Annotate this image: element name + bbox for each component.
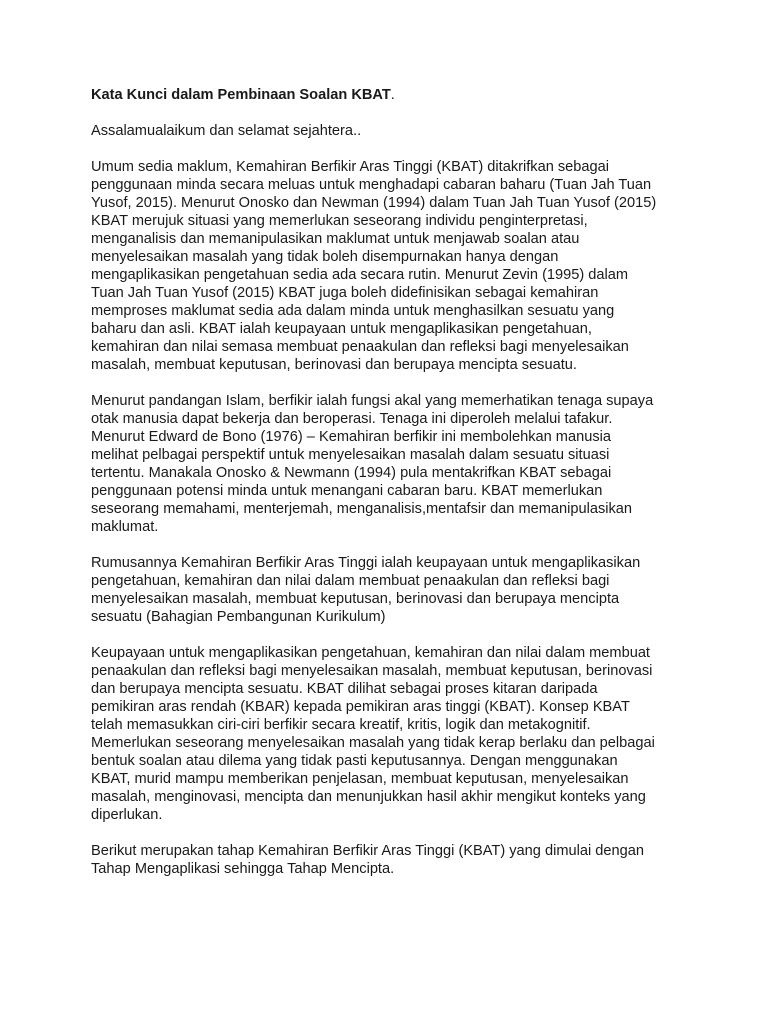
- paragraph-line: menyelesaikan masalah yang tidak boleh disempurnakan hanya dengan: [91, 249, 559, 265]
- paragraph-line: bentuk soalan atau dilema yang tidak pasti keputusannya. Dengan menggunakan: [91, 753, 618, 769]
- paragraph-line: Memerlukan seseorang menyelesaikan masalah yang tidak kerap berlaku dan pelbagai: [91, 735, 655, 751]
- paragraph-line: Tahap Mengaplikasi sehingga Tahap Mencipta.: [91, 861, 395, 877]
- paragraph-1: [91, 122, 691, 140]
- paragraph-line: KBAT, murid mampu memberikan penjelasan, membuat keputusan, menyelesaikan: [91, 771, 629, 787]
- paragraph-3: [91, 392, 691, 536]
- paragraph-line: dan berupaya mencipta sesuatu. KBAT dilihat sebagai proses kitaran daripada: [91, 681, 598, 697]
- paragraph-6: [91, 842, 691, 878]
- paragraph-line: otak manusia dapat bekerja dan beroperasi. Tenaga ini diperoleh melalui tafakur.: [91, 411, 613, 427]
- paragraph-line: telah memasukkan ciri-ciri berfikir secara kreatif, kritis, logik dan metakognitif.: [91, 717, 591, 733]
- paragraph-line: Tuan Jah Tuan Yusof (2015) KBAT juga boleh didefinisikan sebagai kemahiran: [91, 285, 599, 301]
- paragraph-line: penggunaan potensi minda untuk menangani cabaran baru. KBAT memerlukan: [91, 483, 603, 499]
- paragraph-line: pengetahuan, kemahiran dan nilai dalam membuat penaakulan dan refleksi bagi: [91, 573, 610, 589]
- paragraph-line: memproses maklumat sedia ada dalam minda untuk menghasilkan sesuatu yang: [91, 303, 615, 319]
- paragraph-line: mengaplikasikan pengetahuan sedia ada secara rutin. Menurut Zevin (1995) dalam: [91, 267, 629, 283]
- paragraph-2: [91, 158, 691, 374]
- paragraph-line: Assalamualaikum dan selamat sejahtera..: [91, 123, 362, 139]
- paragraph-line: masalah, menginovasi, mencipta dan menunjukkan hasil akhir mengikut konteks yang: [91, 789, 646, 805]
- paragraph-line: kemahiran dan nilai semasa membuat penaakulan dan refleksi bagi menyelesaikan: [91, 339, 629, 355]
- paragraph-line: KBAT merujuk situasi yang memerlukan seseorang individu penginterpretasi,: [91, 213, 588, 229]
- document-page: [91, 86, 691, 896]
- paragraph-line: Menurut pandangan Islam, berfikir ialah fungsi akal yang memerhatikan tenaga supaya: [91, 393, 654, 409]
- paragraph-line: pemikiran aras rendah (KBAR) kepada pemikiran aras tinggi (KBAT). Konsep KBAT: [91, 699, 630, 715]
- paragraph-line: penaakulan dan refleksi bagi menyelesaikan masalah, membuat keputusan, berinovasi: [91, 663, 653, 679]
- paragraph-line: Rumusannya Kemahiran Berfikir Aras Tinggi ialah keupayaan untuk mengaplikasikan: [91, 555, 641, 571]
- title-line: [91, 86, 691, 104]
- paragraph-line: Menurut Edward de Bono (1976) – Kemahiran berfikir ini membolehkan manusia: [91, 429, 611, 445]
- paragraph-line: Yusof, 2015). Menurut Onosko dan Newman (1994) dalam Tuan Jah Tuan Yusof (2015): [91, 195, 657, 211]
- paragraph-line: Berikut merupakan tahap Kemahiran Berfikir Aras Tinggi (KBAT) yang dimulai dengan: [91, 843, 644, 859]
- paragraph-line: baharu dan asli. KBAT ialah keupayaan untuk mengaplikasikan pengetahuan,: [91, 321, 592, 337]
- paragraph-line: seseorang memahami, menterjemah, menganalisis,mentafsir dan memanipulasikan: [91, 501, 633, 517]
- paragraph-line: diperlukan.: [91, 807, 163, 823]
- paragraph-line: tertentu. Manakala Onosko & Newmann (1994) pula mentakrifkan KBAT sebagai: [91, 465, 612, 481]
- paragraph-line: menyelesaikan masalah, membuat keputusan, berinovasi dan berupaya mencipta: [91, 591, 620, 607]
- paragraph-line: menganalisis dan memanipulasikan maklumat untuk menjawab soalan atau: [91, 231, 580, 247]
- paragraph-line: masalah, membuat keputusan, berinovasi dan berupaya mencipta sesuatu.: [91, 357, 577, 373]
- paragraph-line: penggunaan minda secara meluas untuk menghadapi cabaran baharu (Tuan Jah Tuan: [91, 177, 652, 193]
- document-title: Kata Kunci dalam Pembinaan Soalan KBAT: [91, 87, 391, 103]
- paragraph-line: maklumat.: [91, 519, 159, 535]
- document-body: [91, 122, 691, 878]
- paragraph-line: sesuatu (Bahagian Pembangunan Kurikulum): [91, 609, 386, 625]
- title-period: .: [390, 87, 395, 103]
- paragraph-line: Umum sedia maklum, Kemahiran Berfikir Aras Tinggi (KBAT) ditakrifkan sebagai: [91, 159, 609, 175]
- paragraph-4: [91, 554, 691, 626]
- paragraph-line: melihat pelbagai perspektif untuk menyelesaikan masalah dalam sesuatu situasi: [91, 447, 610, 463]
- paragraph-line: Keupayaan untuk mengaplikasikan pengetahuan, kemahiran dan nilai dalam membuat: [91, 645, 650, 661]
- paragraph-5: [91, 644, 691, 824]
